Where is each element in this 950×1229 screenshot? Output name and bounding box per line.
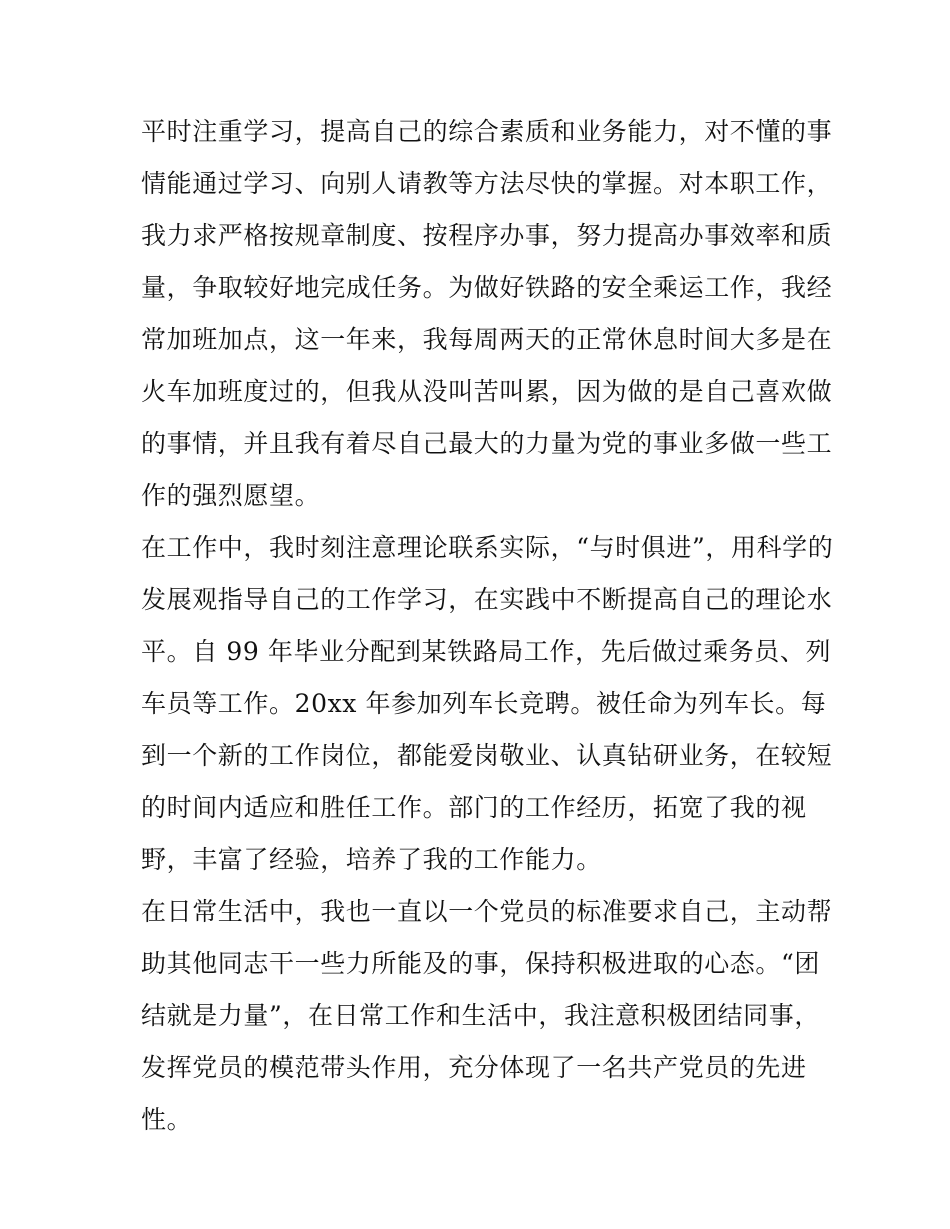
text-line: 的事情，并且我有着尽自己最大的力量为党的事业多做一些工 <box>141 429 833 458</box>
text-line: 发展观指导自己的工作学习，在实践中不断提高自己的理论水 <box>141 585 833 614</box>
text-line: 在工作中，我时刻注意理论联系实际，“与时俱进”，用科学的 <box>141 533 834 562</box>
text-line: 野，丰富了经验，培养了我的工作能力。 <box>141 845 602 874</box>
paragraph <box>141 522 834 886</box>
text-line: 发挥党员的模范带头作用，充分体现了一名共产党员的先进 <box>141 1053 807 1082</box>
text-line: 车员等工作。20xx 年参加列车长竞聘。被任命为列车长。每 <box>141 689 827 718</box>
text-line: 平时注重学习，提高自己的综合素质和业务能力，对不懂的事 <box>141 117 833 146</box>
text-line: 常加班加点，这一年来，我每周两天的正常休息时间大多是在 <box>141 325 833 354</box>
text-line: 我力求严格按规章制度、按程序办事，努力提高办事效率和质 <box>141 221 833 250</box>
text-line: 平。自 99 年毕业分配到某铁路局工作，先后做过乘务员、列 <box>141 637 832 666</box>
paragraph <box>141 886 833 1146</box>
document-body <box>141 106 834 1146</box>
text-line: 情能通过学习、向别人请教等方法尽快的掌握。对本职工作， <box>141 169 833 198</box>
text-line: 性。 <box>141 1105 193 1134</box>
paragraph <box>141 106 833 522</box>
text-line: 作的强烈愿望。 <box>141 481 321 510</box>
text-line: 的时间内适应和胜任工作。部门的工作经历，拓宽了我的视 <box>141 793 807 822</box>
text-line: 结就是力量”，在日常工作和生活中，我注意积极团结同事， <box>141 1001 820 1030</box>
text-line: 助其他同志干一些力所能及的事，保持积极进取的心态。“团 <box>141 949 820 978</box>
text-line: 在日常生活中，我也一直以一个党员的标准要求自己，主动帮 <box>141 897 833 926</box>
text-line: 火车加班度过的，但我从没叫苦叫累，因为做的是自己喜欢做 <box>141 377 833 406</box>
text-line: 量，争取较好地完成任务。为做好铁路的安全乘运工作，我经 <box>141 273 833 302</box>
text-line: 到一个新的工作岗位，都能爱岗敬业、认真钻研业务，在较短 <box>141 741 833 770</box>
